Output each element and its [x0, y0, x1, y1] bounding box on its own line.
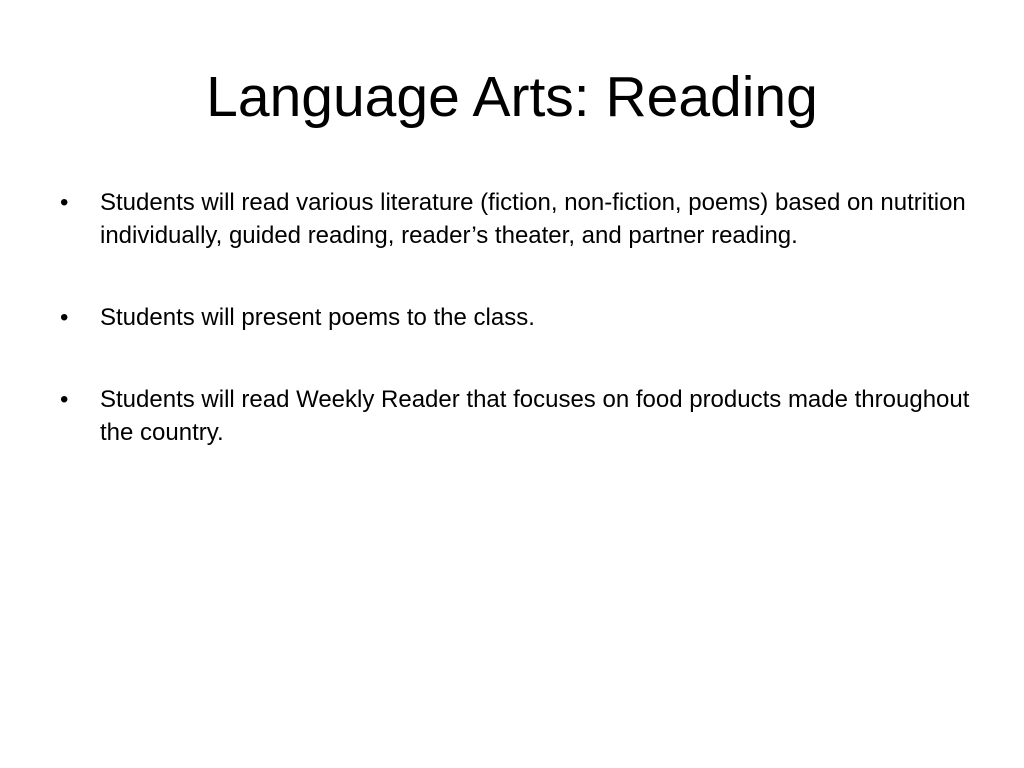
bullet-icon: • — [60, 189, 69, 216]
bullet-text: Students will read Weekly Reader that focuses on food products made throughout the country. — [100, 386, 970, 446]
bullet-item — [60, 301, 970, 334]
bullet-item — [60, 383, 970, 449]
slide-title: Language Arts: Reading — [206, 65, 818, 129]
bullet-icon: • — [60, 304, 69, 331]
bullet-list — [60, 186, 970, 498]
bullet-item — [60, 186, 970, 252]
bullet-text: Students will read various literature (fiction, non-fiction, poems) based on nutrition individually, guided reading, reader’s theater, and partner reading. — [100, 189, 966, 249]
bullet-icon: • — [60, 386, 69, 413]
bullet-text: Students will present poems to the class. — [100, 304, 535, 331]
